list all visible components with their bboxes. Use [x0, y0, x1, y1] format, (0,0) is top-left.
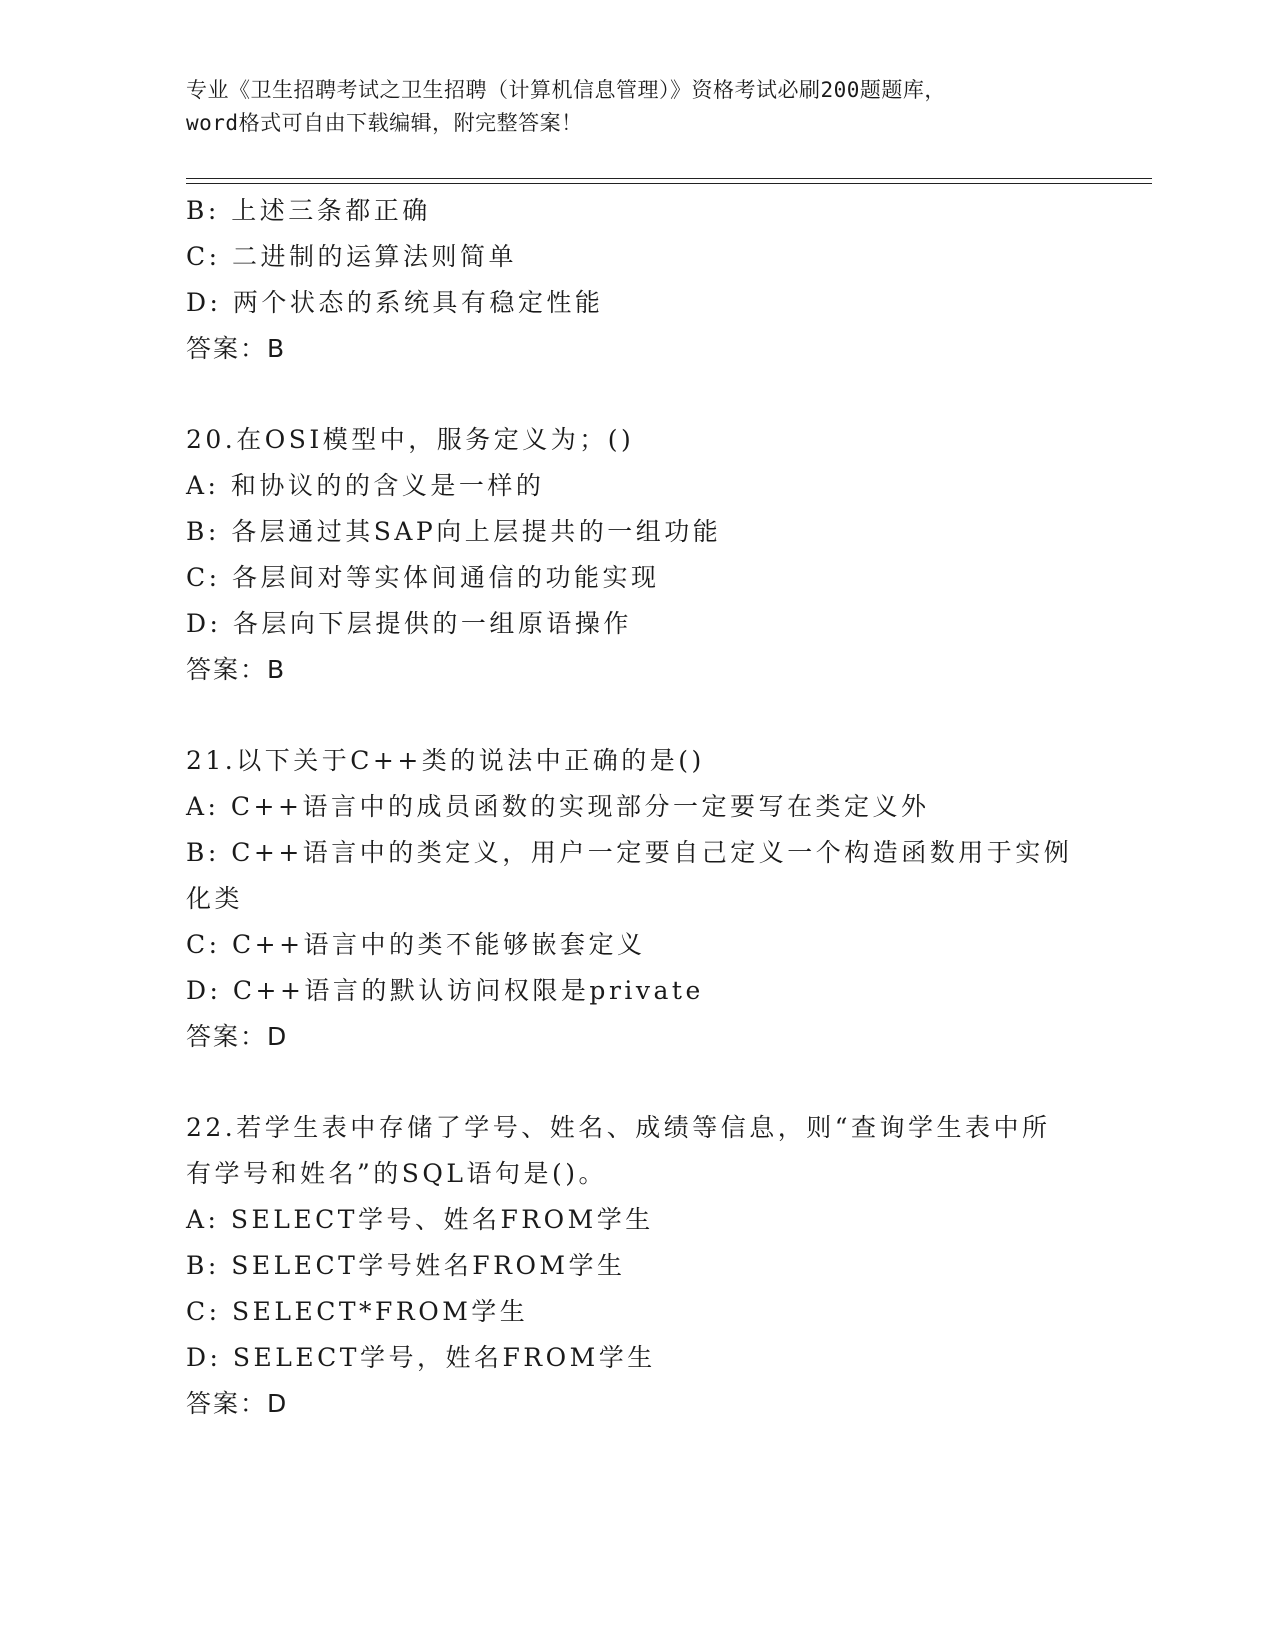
header-divider-bottom: [186, 183, 1152, 184]
option-b-line-2: 化类: [186, 884, 244, 913]
option-c: C: 二进制的运算法则简单: [186, 242, 517, 271]
question-21: [186, 738, 1086, 1060]
option-b-line-1: B: C++语言中的类定义，用户一定要自己定义一个构造函数用于实例: [186, 838, 1073, 867]
spacer: [186, 1060, 1086, 1105]
option-b: B: SELECT学号姓名FROM学生: [186, 1251, 626, 1280]
option-a: A: SELECT学号、姓名FROM学生: [186, 1205, 654, 1234]
question-text-line-2: 有学号和姓名”的SQL语句是()。: [186, 1159, 608, 1188]
question-20: [186, 417, 1086, 693]
header-line-1: 专业《卫生招聘考试之卫生招聘（计算机信息管理）》资格考试必刷200题题库，: [186, 78, 946, 102]
header-divider-top: [186, 178, 1152, 179]
answer: 答案：B: [186, 655, 287, 684]
question-text: 21.以下关于C++类的说法中正确的是(): [186, 746, 705, 775]
option-a: A: 和协议的的含义是一样的: [186, 471, 545, 500]
option-c: C: 各层间对等实体间通信的功能实现: [186, 563, 660, 592]
answer: 答案：B: [186, 334, 287, 363]
option-c: C: SELECT*FROM学生: [186, 1297, 529, 1326]
spacer: [186, 693, 1086, 738]
option-d: D: C++语言的默认访问权限是private: [186, 976, 704, 1005]
question-22: [186, 1105, 1086, 1427]
option-d: D: 各层向下层提供的一组原语操作: [186, 609, 632, 638]
question-text: 20.在OSI模型中，服务定义为；(): [186, 425, 635, 454]
option-b: B: 各层通过其SAP向上层提共的一组功能: [186, 517, 722, 546]
answer: 答案：D: [186, 1022, 289, 1051]
question-19-tail: [186, 188, 1086, 372]
option-c: C: C++语言中的类不能够嵌套定义: [186, 930, 646, 959]
option-d: D: 两个状态的系统具有稳定性能: [186, 288, 604, 317]
spacer: [186, 372, 1086, 417]
document-body: [186, 188, 1086, 1427]
document-header: [186, 74, 1086, 140]
header-line-2: word格式可自由下载编辑，附完整答案！: [186, 111, 583, 135]
option-a: A: C++语言中的成员函数的实现部分一定要写在类定义外: [186, 792, 930, 821]
question-text-line-1: 22.若学生表中存储了学号、姓名、成绩等信息，则“查询学生表中所: [186, 1113, 1051, 1142]
option-d: D: SELECT学号，姓名FROM学生: [186, 1343, 656, 1372]
answer: 答案：D: [186, 1389, 289, 1418]
option-b: B: 上述三条都正确: [186, 196, 431, 225]
